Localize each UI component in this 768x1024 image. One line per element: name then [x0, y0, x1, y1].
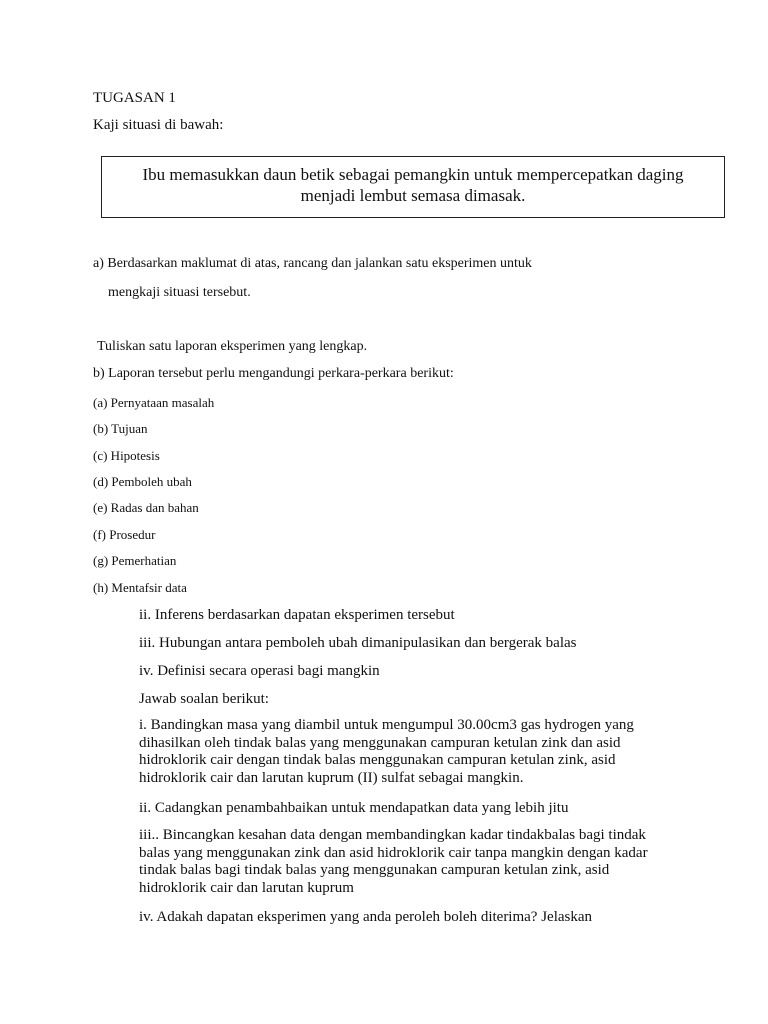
report-item: (c) Hipotesis	[93, 448, 160, 463]
report-item: (d) Pemboleh ubah	[93, 474, 192, 489]
assignment-title: TUGASAN 1	[93, 90, 176, 106]
sub-item: iv. Definisi secara operasi bagi mangkin	[139, 663, 380, 679]
report-item: (b) Tujuan	[93, 421, 148, 436]
question-line: tindak balas bagi tindak balas yang menggunakan campuran ketulan zink, asid	[139, 862, 610, 878]
situation-line: Ibu memasukkan daun betik sebagai pemangkin untuk mempercepatkan daging	[142, 165, 684, 184]
report-item: (f) Prosedur	[93, 527, 156, 542]
questions-heading: Jawab soalan berikut:	[139, 691, 269, 707]
question-line: ii. Cadangkan penambahbaikan untuk mendapatkan data yang lebih jitu	[139, 800, 569, 816]
question-1	[139, 717, 699, 787]
sub-item: iii. Hubungan antara pemboleh ubah dimanipulasikan dan bergerak balas	[139, 635, 577, 651]
task-a-line: mengkaji situasi tersebut.	[108, 285, 251, 300]
situation-box	[101, 156, 725, 218]
question-line: hidroklorik cair dengan tindak balas menggunakan campuran ketulan zink, asid	[139, 752, 616, 768]
question-4	[139, 909, 699, 927]
question-line: iii.. Bincangkan kesahan data dengan membandingkan kadar tindakbalas bagi tindak	[139, 827, 646, 843]
question-2	[139, 800, 699, 818]
question-line: iv. Adakah dapatan eksperimen yang anda peroleh boleh diterima? Jelaskan	[139, 909, 593, 925]
question-line: dihasilkan oleh tindak balas yang menggunakan campuran ketulan zink dan asid	[139, 734, 621, 751]
intro-text: Kaji situasi di bawah:	[93, 117, 224, 133]
report-item: (g) Pemerhatian	[93, 553, 177, 568]
report-item: (e) Radas dan bahan	[93, 500, 199, 515]
report-item: (h) Mentafsir data	[93, 580, 187, 595]
question-line: balas yang menggunakan zink dan asid hidroklorik cair tanpa mangkin dengan kadar	[139, 844, 648, 861]
report-item: (a) Pernyataan masalah	[93, 395, 215, 410]
sub-item: ii. Inferens berdasarkan dapatan eksperimen tersebut	[139, 607, 455, 623]
task-a-line: a) Berdasarkan maklumat di atas, rancang dan jalankan satu eksperimen untuk	[93, 256, 532, 271]
question-line: hidroklorik cair dan larutan kuprum	[139, 879, 354, 896]
task-b: b) Laporan tersebut perlu mengandungi perkara-perkara berikut:	[93, 366, 454, 381]
question-line: i. Bandingkan masa yang diambil untuk mengumpul 30.00cm3 gas hydrogen yang	[139, 717, 634, 733]
situation-line: menjadi lembut semasa dimasak.	[300, 186, 526, 205]
question-line: hidroklorik cair dan larutan kuprum (II) sulfat sebagai mangkin.	[139, 769, 524, 786]
question-3	[139, 827, 699, 897]
report-instruction: Tuliskan satu laporan eksperimen yang lengkap.	[97, 339, 368, 354]
